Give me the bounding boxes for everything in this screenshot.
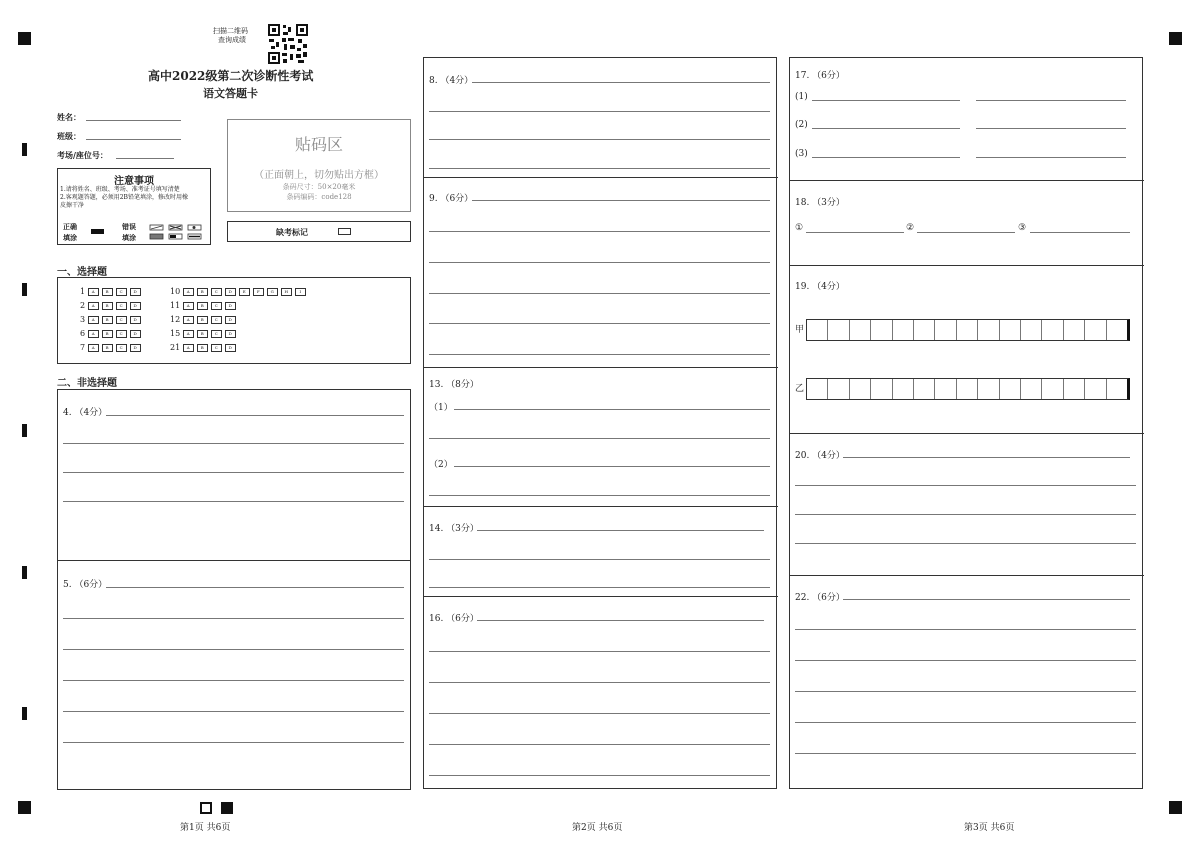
option-bubble[interactable]: C [211,344,222,352]
section-divider [424,367,778,368]
answer-line[interactable] [429,682,770,683]
answer-line[interactable] [976,128,1126,129]
answer-line[interactable] [63,443,404,444]
answer-line[interactable] [795,722,1136,723]
answer-line[interactable] [429,587,770,588]
notice-line: 1.请将姓名、班级、考场、准考证号填写清楚 [60,186,180,193]
option-bubble[interactable]: A [88,344,99,352]
notice-line: 2.客观题答题，必须用2B铅笔填涂，修改时用橡 [60,194,188,201]
page-marker-solid-icon [221,802,233,814]
answer-box-q5 [57,560,411,790]
option-bubble[interactable]: C [116,316,127,324]
sub-question-label: ② [906,223,915,233]
answer-line[interactable] [795,753,1136,754]
option-bubble[interactable]: B [102,330,113,338]
answer-box-q4 [57,389,411,561]
option-bubble[interactable]: G [267,288,278,296]
option-bubble[interactable]: C [116,302,127,310]
section-divider [790,575,1144,576]
option-bubble[interactable]: D [130,288,141,296]
section-divider [790,265,1144,266]
answer-line[interactable] [795,691,1136,692]
character-grid[interactable] [806,378,1130,400]
option-bubble[interactable]: A [88,316,99,324]
option-bubble[interactable]: A [183,302,194,310]
sub-question-label: ① [795,223,804,233]
section-divider [790,433,1144,434]
option-bubble[interactable]: D [130,302,141,310]
answer-line[interactable] [806,232,904,233]
sticker-area-code: 条码编码：code128 [286,193,352,201]
section-divider [790,180,1144,181]
answer-line[interactable] [795,543,1136,544]
sub-question-label: (2) [795,120,808,130]
character-grid[interactable] [806,319,1130,341]
timing-mark-side [22,707,27,720]
timing-mark-tr [1169,32,1182,45]
notice-title: 注意事项 [114,176,154,187]
answer-line[interactable] [812,157,960,158]
page-number-2: 第2页 共6页 [572,823,623,833]
option-bubble[interactable]: B [197,316,208,324]
mc-row: 12 A B C D [170,315,239,324]
option-bubble[interactable]: D [130,330,141,338]
answer-line[interactable] [917,232,1015,233]
answer-line[interactable] [429,775,770,776]
question-label-q20: 20. （4分） [795,451,845,461]
answer-line[interactable] [429,354,770,355]
answer-line[interactable] [477,620,764,621]
answer-line[interactable] [63,711,404,712]
seat-field[interactable] [116,158,174,159]
option-bubble[interactable]: A [88,288,99,296]
qr-code-icon [268,24,308,64]
option-bubble[interactable]: D [225,330,236,338]
answer-line[interactable] [472,82,770,83]
question-label-q9: 9. （6分） [429,194,474,204]
answer-line[interactable] [429,744,770,745]
sticker-area-size: 条码尺寸：50×20毫米 [282,183,356,191]
option-bubble[interactable]: B [102,316,113,324]
option-bubble[interactable]: B [197,344,208,352]
option-bubble[interactable]: D [130,344,141,352]
question-label-q18: 18. （3分） [795,198,845,208]
option-bubble[interactable]: A [88,330,99,338]
answer-line[interactable] [429,168,770,169]
answer-line[interactable] [63,472,404,473]
answer-line[interactable] [63,618,404,619]
option-bubble[interactable]: E [239,288,250,296]
option-bubble[interactable]: C [116,288,127,296]
option-bubble[interactable]: B [197,288,208,296]
option-bubble[interactable]: D [130,316,141,324]
exam-title: 高中2022级第二次诊断性考试 [148,69,314,83]
option-bubble[interactable]: A [183,344,194,352]
page-marker-hollow-icon [200,802,212,814]
wrong-fill-label: 填涂 [122,233,136,242]
grid-label-b: 乙 [795,384,805,394]
question-label-q16: 16. （6分） [429,614,479,624]
option-bubble[interactable]: A [183,316,194,324]
answer-line[interactable] [477,530,764,531]
mc-row: 15 A B C D [170,329,239,338]
timing-mark-side [22,566,27,579]
sub-question-label: (3) [795,149,808,159]
answer-line[interactable] [63,649,404,650]
option-bubble[interactable]: A [88,302,99,310]
option-bubble[interactable]: C [211,330,222,338]
qr-caption: 扫描二维码 [213,27,248,35]
option-bubble[interactable]: A [183,288,194,296]
answer-line[interactable] [63,501,404,502]
mc-row: 21 A B C D [170,343,239,352]
class-label: 班级： [57,131,81,141]
option-bubble[interactable]: B [102,344,113,352]
question-label-q8: 8. （4分） [429,76,474,86]
sub-question-label: (1) [795,92,808,102]
wrong-fill-samples-icon [149,223,207,241]
seat-label: 考场/座位号： [57,150,108,160]
correct-fill-sample-icon [91,229,104,234]
mc-row: 7 A B C D [80,343,144,352]
mc-row: 10 A B C D E F G H I [170,287,309,296]
option-bubble[interactable]: C [211,288,222,296]
question-label-q13: 13. （8分） [429,380,479,390]
timing-mark-br [1169,801,1182,814]
answer-line[interactable] [795,514,1136,515]
answer-line[interactable] [429,323,770,324]
mc-row: 11 A B C D [170,301,239,310]
exam-subtitle: 语文答题卡 [203,87,258,100]
wrong-fill-label: 错误 [122,222,136,231]
answer-line[interactable] [843,599,1130,600]
question-label-q5: 5. （6分） [63,580,108,590]
option-bubble[interactable]: A [183,330,194,338]
timing-mark-side [22,283,27,296]
timing-mark-bl [18,801,31,814]
question-label-q22: 22. （6分） [795,593,845,603]
absent-mark-label: 缺考标记 [276,227,308,237]
sticker-area-title: 贴码区 [294,135,343,154]
sticker-area-hint: （正面朝上，切勿贴出方框） [254,170,384,181]
sub-question-label: （2） [429,460,453,470]
option-bubble[interactable]: D [225,344,236,352]
answer-line[interactable] [106,587,404,588]
mc-answer-box [57,277,411,364]
answer-line[interactable] [429,293,770,294]
answer-line[interactable] [429,713,770,714]
section-divider [424,596,778,597]
answer-line[interactable] [795,660,1136,661]
section-divider [424,177,778,178]
answer-line[interactable] [1030,232,1130,233]
option-bubble[interactable]: D [225,316,236,324]
mc-row: 3 A B C D [80,315,144,324]
answer-line[interactable] [795,629,1136,630]
answer-line[interactable] [429,231,770,232]
answer-line[interactable] [429,262,770,263]
answer-column-2 [423,57,777,789]
class-field[interactable] [86,139,181,140]
option-bubble[interactable]: B [102,302,113,310]
answer-line[interactable] [812,100,960,101]
timing-mark-tl [18,32,31,45]
notice-box [57,168,211,245]
barcode-sticker-area [227,119,411,212]
answer-line[interactable] [429,111,770,112]
answer-line[interactable] [63,742,404,743]
timing-mark-side [22,143,27,156]
page-number-3: 第3页 共6页 [964,823,1015,833]
mc-row: 6 A B C D [80,329,144,338]
answer-line[interactable] [843,457,1130,458]
name-label: 姓名： [57,112,81,122]
answer-line[interactable] [454,466,770,467]
correct-fill-label: 填涂 [63,233,77,242]
correct-fill-label: 正确 [63,222,77,231]
answer-line[interactable] [429,559,770,560]
option-bubble[interactable]: D [225,288,236,296]
option-bubble[interactable]: B [102,288,113,296]
question-label-q4: 4. （4分） [63,408,108,418]
answer-line[interactable] [976,157,1126,158]
answer-column-3 [789,57,1143,789]
qr-caption: 查询成绩 [218,36,246,44]
answer-line[interactable] [472,200,770,201]
notice-line: 皮擦干净 [60,202,85,209]
section-nonmc-title: 二、非选择题 [57,378,117,389]
question-label-q19: 19. （4分） [795,282,845,292]
answer-line[interactable] [812,128,960,129]
section-divider [424,506,778,507]
answer-line[interactable] [429,139,770,140]
mc-row: 2 A B C D [80,301,144,310]
option-bubble[interactable]: C [211,316,222,324]
option-bubble[interactable]: F [253,288,264,296]
option-bubble[interactable]: C [116,344,127,352]
answer-line[interactable] [429,651,770,652]
absent-mark-box [227,221,411,242]
option-bubble[interactable]: B [197,302,208,310]
answer-line[interactable] [63,680,404,681]
option-bubble[interactable]: C [211,302,222,310]
question-label-q14: 14. （3分） [429,524,479,534]
option-bubble[interactable]: H [281,288,292,296]
sub-question-label: （1） [429,403,453,413]
answer-line[interactable] [976,100,1126,101]
sub-question-label: ③ [1018,223,1027,233]
answer-line[interactable] [106,415,404,416]
answer-line[interactable] [429,438,770,439]
option-bubble[interactable]: D [225,302,236,310]
answer-line[interactable] [795,485,1136,486]
absent-mark-checkbox[interactable] [338,228,351,235]
answer-line[interactable] [454,409,770,410]
option-bubble[interactable]: B [197,330,208,338]
page-number-1: 第1页 共6页 [180,823,231,833]
name-field[interactable] [86,120,181,121]
timing-mark-side [22,424,27,437]
option-bubble[interactable]: C [116,330,127,338]
section-mc-title: 一、选择题 [57,267,107,278]
grid-label-a: 甲 [795,325,805,335]
option-bubble[interactable]: I [295,288,306,296]
answer-line[interactable] [429,495,770,496]
question-label-q17: 17. （6分） [795,71,845,81]
mc-row: 1 A B C D [80,287,144,296]
